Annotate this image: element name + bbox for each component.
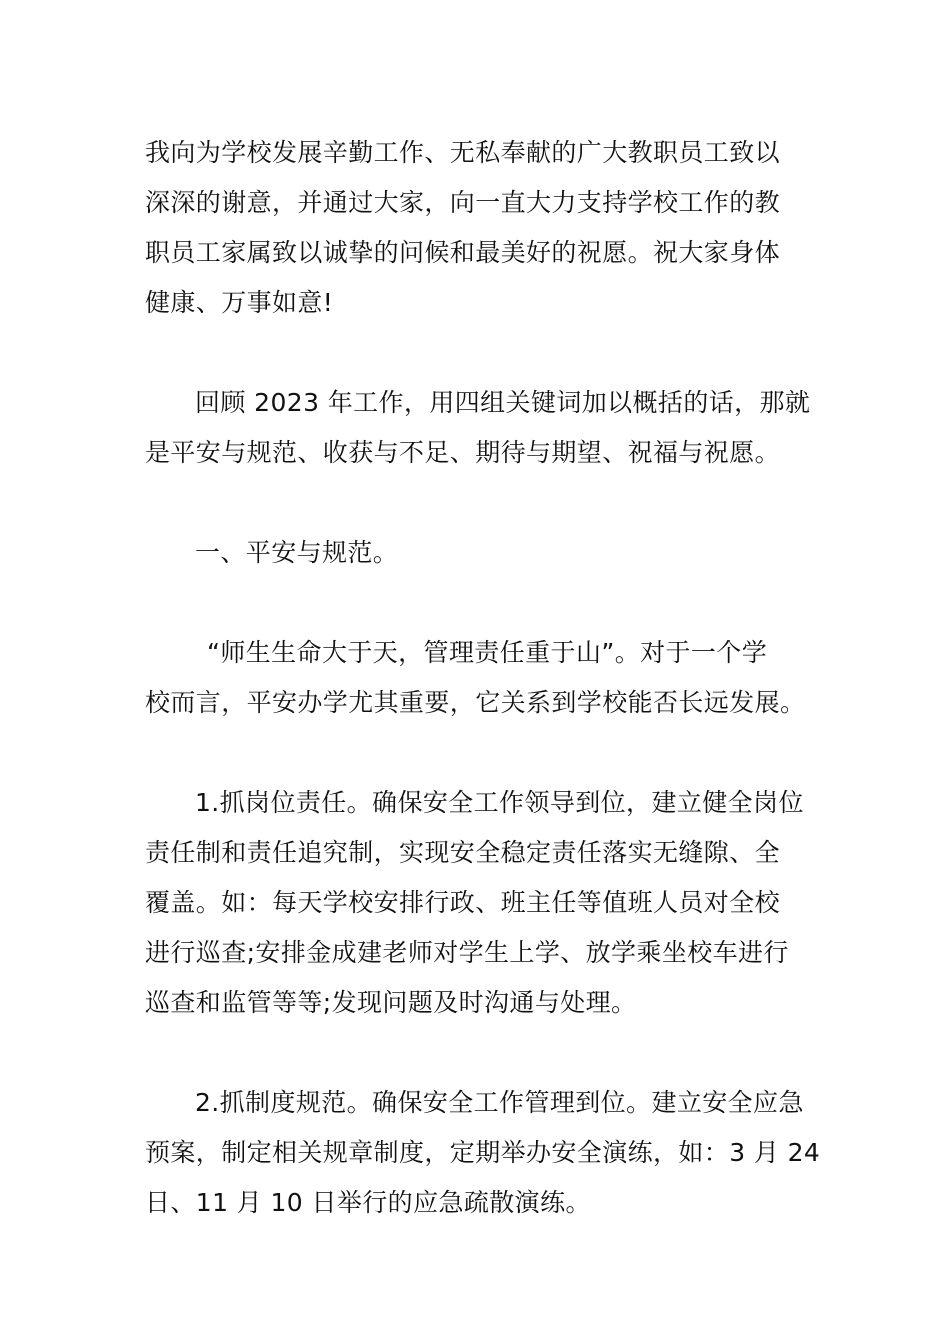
paragraph-item-2 bbox=[145, 1078, 821, 1228]
paragraph-item-1 bbox=[145, 778, 810, 1028]
paragraph-spacer bbox=[145, 478, 810, 528]
text-line: 巡查和监管等等;发现问题及时沟通与处理。 bbox=[145, 988, 637, 1017]
text-line: 覆盖。如：每天学校安排行政、班主任等值班人员对全校 bbox=[145, 888, 781, 917]
paragraph-spacer bbox=[145, 728, 810, 778]
text-line: 是平安与规范、收获与不足、期待与期望、祝福与祝愿。 bbox=[145, 438, 781, 467]
paragraph-review bbox=[145, 378, 810, 478]
paragraph-spacer bbox=[145, 578, 810, 628]
paragraph-thanks bbox=[145, 128, 810, 328]
text-line: 校而言，平安办学尤其重要，它关系到学校能否长远发展。 bbox=[145, 688, 806, 717]
text-line: 职员工家属致以诚挚的问候和最美好的祝愿。祝大家身体 bbox=[145, 238, 781, 267]
text-line: 我向为学校发展辛勤工作、无私奉献的广大教职员工致以 bbox=[145, 138, 781, 167]
heading-line: 一、平安与规范。 bbox=[195, 538, 399, 567]
paragraph-quote bbox=[145, 628, 810, 728]
text-line: 回顾 2023 年工作，用四组关键词加以概括的话，那就 bbox=[195, 388, 811, 417]
paragraph-spacer bbox=[145, 1028, 810, 1078]
text-line: 2.抓制度规范。确保安全工作管理到位。建立安全应急 bbox=[195, 1088, 804, 1117]
text-line: 日、11 月 10 日举行的应急疏散演练。 bbox=[145, 1188, 591, 1217]
paragraph-spacer bbox=[145, 328, 810, 378]
text-line: 预案，制定相关规章制度，定期举办安全演练，如：3 月 24 bbox=[145, 1138, 821, 1167]
document-body bbox=[145, 128, 821, 1228]
text-line: 深深的谢意，并通过大家，向一直大力支持学校工作的教 bbox=[145, 188, 781, 217]
section-heading bbox=[145, 528, 810, 578]
text-line: “师生生命大于天，管理责任重于山”。对于一个学 bbox=[207, 638, 768, 667]
text-line: 责任制和责任追究制，实现安全稳定责任落实无缝隙、全 bbox=[145, 838, 781, 867]
text-line: 1.抓岗位责任。确保安全工作领导到位，建立健全岗位 bbox=[195, 788, 804, 817]
text-line: 进行巡查;安排金成建老师对学生上学、放学乘坐校车进行 bbox=[145, 938, 789, 967]
text-line: 健康、万事如意! bbox=[145, 288, 334, 317]
